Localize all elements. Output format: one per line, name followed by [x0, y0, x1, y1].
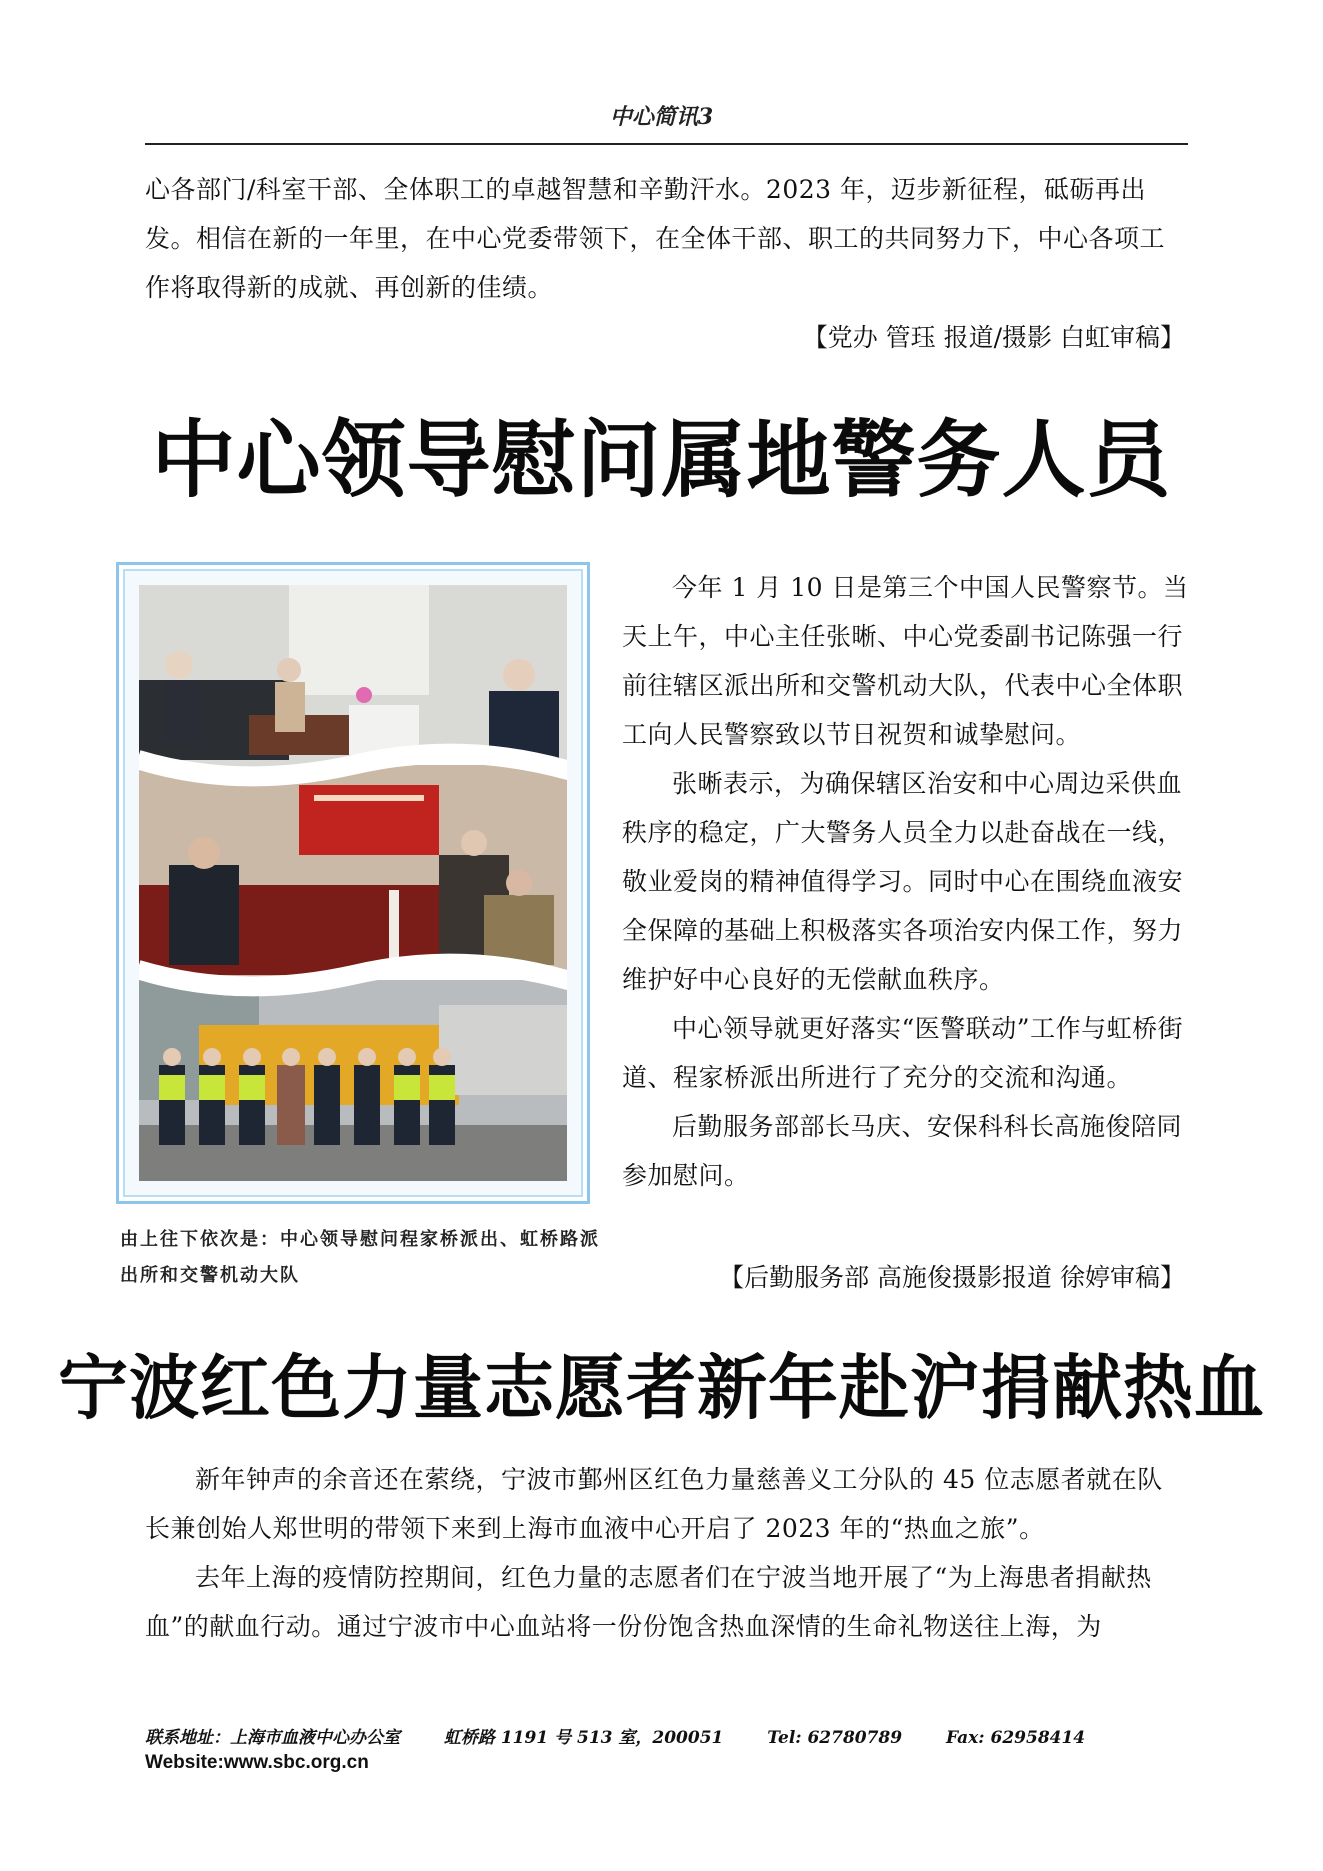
- article1-title: 中心领导慰问属地警务人员: [151, 411, 1172, 509]
- footer-website[interactable]: Website:www.sbc.org.cn: [145, 1752, 369, 1773]
- article1-paragraph-3: 中心领导就更好落实“医警联动”工作与虹桥街道、程家桥派出所进行了充分的交流和沟通。: [622, 1014, 1184, 1092]
- header-rule: [145, 143, 1188, 145]
- article1-credit: 【后勤服务部 高施俊摄影报道 徐婷审稿】: [719, 1263, 1185, 1292]
- page-header-title: 中心简讯3: [609, 104, 714, 130]
- article2-paragraph-1: 新年钟声的余音还在萦绕，宁波市鄞州区红色力量慈善义工分队的 45 位志愿者就在队长兼创始人郑世明的带领下来到上海市血液中心开启了 2023 年的“热血之旅”。: [145, 1465, 1163, 1543]
- footer-contact: [145, 1723, 1123, 1748]
- footer-address: 联系地址：上海市血液中心办公室: [145, 1728, 400, 1748]
- intro-credit: 【党办 管珏 报道/摄影 白虹审稿】: [802, 323, 1185, 352]
- intro-paragraph: 心各部门/科室干部、全体职工的卓越智慧和辛勤汗水。2023 年，迈步新征程，砥砺再出发。相信在新的一年里，在中心党委带领下，在全体干部、职工的共同努力下，中心各项工作将取得新的成就、再创新的佳绩。: [145, 175, 1166, 302]
- footer-street: 虹桥路 1191 号 513 室，200051: [443, 1728, 724, 1748]
- article1-paragraph-1: 今年 1 月 10 日是第三个中国人民警察节。当天上午，中心主任张晰、中心党委副书记陈强一行前往辖区派出所和交警机动大队，代表中心全体职工向人民警察致以节日祝贺和诚挚慰问。: [622, 573, 1189, 749]
- article1-paragraph-2: 张晰表示，为确保辖区治安和中心周边采供血秩序的稳定，广大警务人员全力以赴奋战在一线，敬业爱岗的精神值得学习。同时中心在围绕血液安全保障的基础上积极落实各项治安内保工作，努力维护好中心良好的无偿献血秩序。: [622, 769, 1184, 994]
- photo-collage: [116, 562, 590, 1204]
- footer-fax: Fax: 62958414: [946, 1728, 1086, 1748]
- photo-caption: 由上往下依次是：中心领导慰问程家桥派出、虹桥路派出所和交警机动大队: [120, 1229, 600, 1286]
- article1-paragraph-4: 后勤服务部部长马庆、安保科科长高施俊陪同参加慰问。: [622, 1112, 1183, 1190]
- footer-tel: Tel: 62780789: [767, 1728, 903, 1748]
- article2-title: 宁波红色力量志愿者新年赴沪捐献热血: [58, 1347, 1265, 1429]
- article2-paragraph-2: 去年上海的疫情防控期间，红色力量的志愿者们在宁波当地开展了“为上海患者捐献热血”的献血行动。通过宁波市中心血站将一份份饱含热血深情的生命礼物送往上海，为: [145, 1563, 1152, 1641]
- photo-collage-image: [139, 585, 567, 1181]
